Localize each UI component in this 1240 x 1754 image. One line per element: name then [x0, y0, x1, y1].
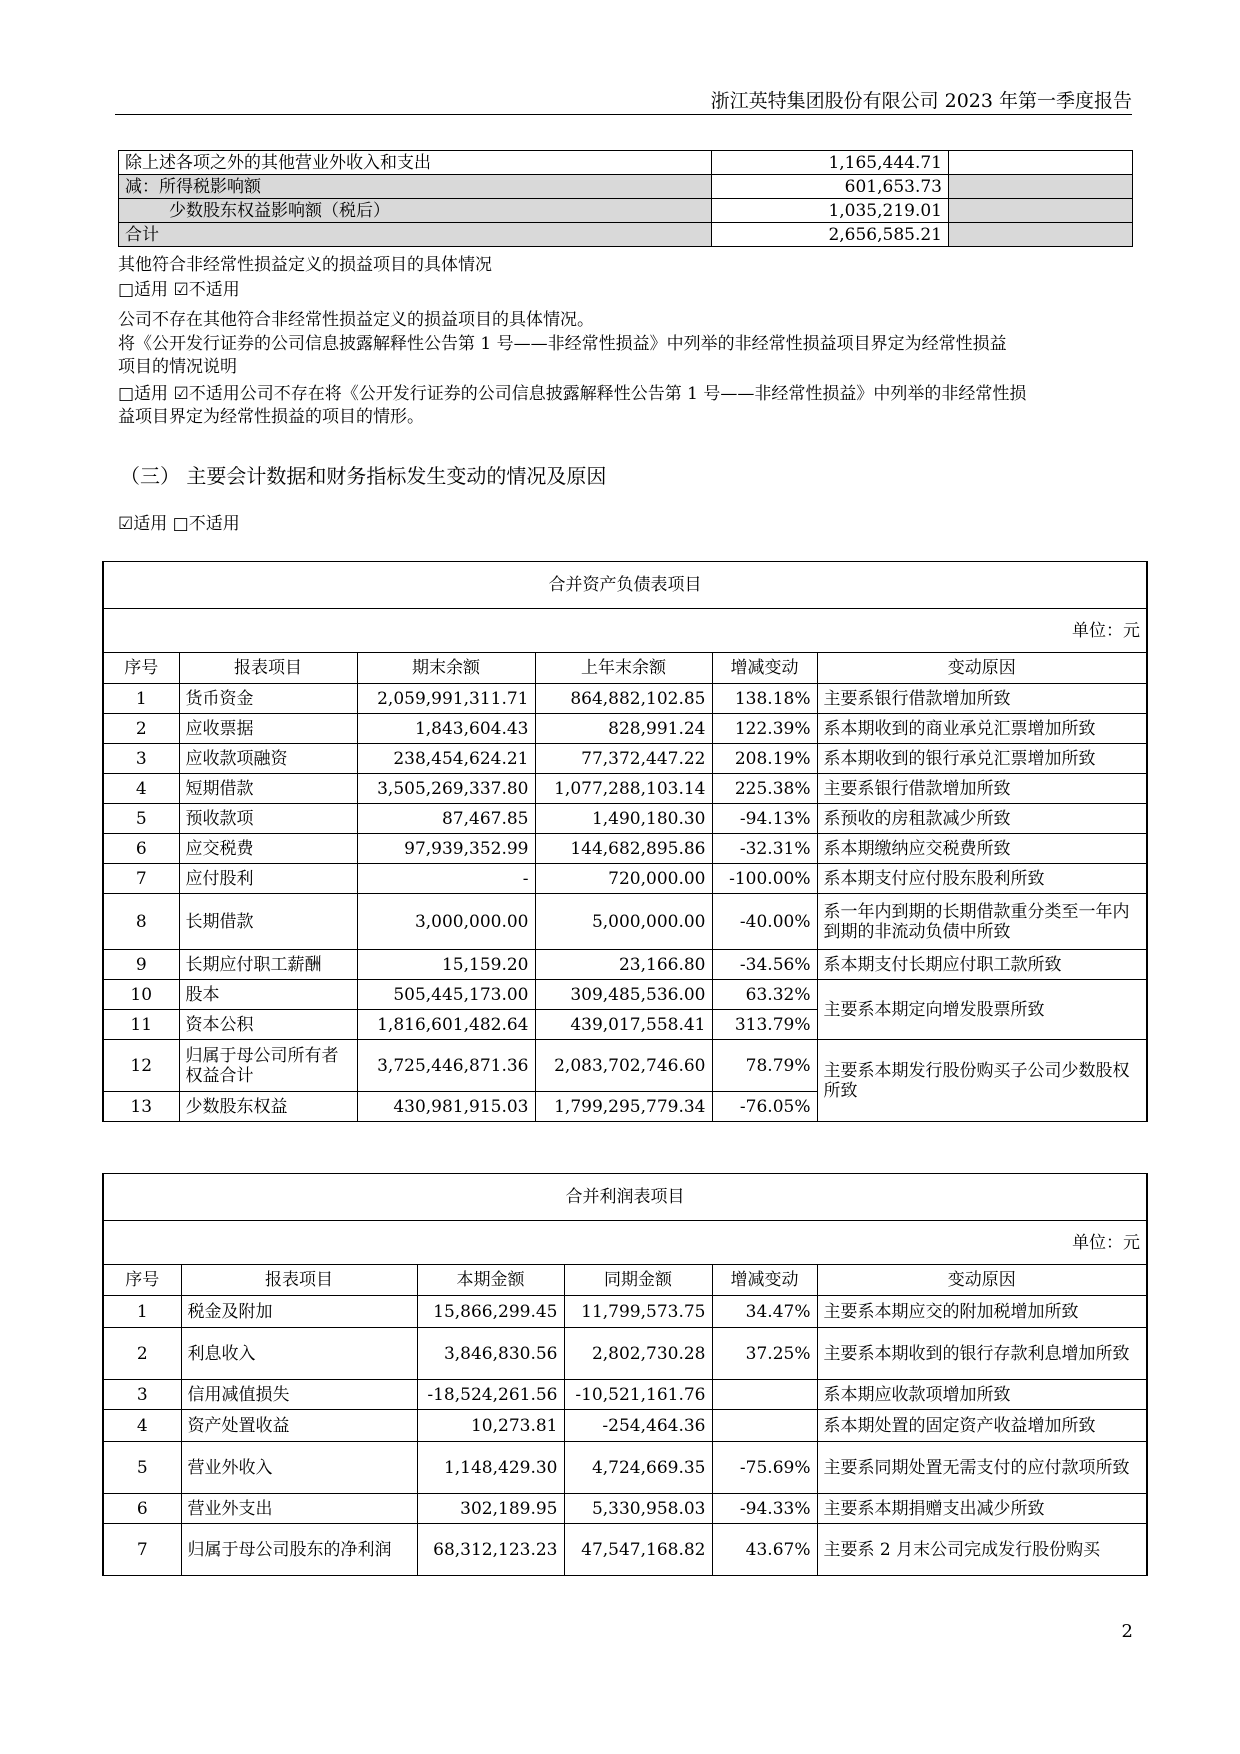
change-percent: 313.79% [712, 1010, 817, 1040]
current-amount: 10,273.81 [417, 1410, 564, 1442]
current-amount: - [357, 864, 535, 894]
prior-amount: 47,547,168.82 [564, 1524, 712, 1576]
change-reason: 系本期缴纳应交税费所致 [817, 834, 1147, 864]
text-line-7: 益项目界定为经常性损益的项目的情形。 [118, 407, 424, 427]
column-header: 变动原因 [817, 653, 1147, 684]
item-name: 归属于母公司股东的净利润 [181, 1524, 417, 1576]
change-reason: 系预收的房租款减少所致 [817, 804, 1147, 834]
column-header: 序号 [103, 1265, 181, 1296]
change-percent: -40.00% [712, 894, 817, 950]
current-amount: 3,505,269,337.80 [357, 774, 535, 804]
table-row [103, 1524, 1147, 1576]
change-percent: 43.67% [712, 1524, 817, 1576]
prior-amount: 2,802,730.28 [564, 1328, 712, 1380]
column-header: 报表项目 [181, 1265, 417, 1296]
prior-amount: -10,521,161.76 [564, 1380, 712, 1410]
item-name: 少数股东权益 [179, 1092, 357, 1122]
change-reason: 主要系本期应交的附加税增加所致 [817, 1296, 1147, 1328]
change-percent: 208.19% [712, 744, 817, 774]
header-rule [115, 114, 1132, 115]
row-label: 合计 [119, 223, 712, 247]
change-reason: 主要系本期收到的银行存款利息增加所致 [817, 1328, 1147, 1380]
change-percent: -100.00% [712, 864, 817, 894]
non-recurring-table [118, 150, 1133, 247]
item-name: 营业外支出 [181, 1494, 417, 1524]
column-header: 同期金额 [564, 1265, 712, 1296]
item-name: 资本公积 [179, 1010, 357, 1040]
change-reason: 主要系 2 月末公司完成发行股份购买 [817, 1524, 1147, 1576]
change-percent [712, 1380, 817, 1410]
change-percent [712, 1410, 817, 1442]
table-row [103, 1442, 1147, 1494]
change-percent: 225.38% [712, 774, 817, 804]
change-reason: 系一年内到期的长期借款重分类至一年内到期的非流动负债中所致 [817, 894, 1147, 950]
table-row [103, 1328, 1147, 1380]
prior-amount: 23,166.80 [535, 950, 712, 980]
row-value: 1,035,219.01 [712, 199, 949, 223]
change-percent: 63.32% [712, 980, 817, 1010]
table-row [103, 834, 1147, 864]
current-amount: -18,524,261.56 [417, 1380, 564, 1410]
column-header: 增减变动 [712, 653, 817, 684]
row-value: 2,656,585.21 [712, 223, 949, 247]
table-title: 合并利润表项目 [103, 1174, 1147, 1221]
row-index: 8 [103, 894, 179, 950]
row-index: 4 [103, 774, 179, 804]
row-index: 6 [103, 1494, 181, 1524]
prior-amount: 720,000.00 [535, 864, 712, 894]
row-label: 除上述各项之外的其他营业外收入和支出 [119, 151, 712, 175]
current-amount: 1,148,429.30 [417, 1442, 564, 1494]
current-amount: 15,866,299.45 [417, 1296, 564, 1328]
change-reason: 主要系本期发行股份购买子公司少数股权所致 [817, 1040, 1147, 1122]
item-name: 税金及附加 [181, 1296, 417, 1328]
unit-label: 单位：元 [103, 1221, 1147, 1265]
row-index: 13 [103, 1092, 179, 1122]
item-name: 信用减值损失 [181, 1380, 417, 1410]
prior-amount: -254,464.36 [564, 1410, 712, 1442]
table-row [103, 684, 1147, 714]
item-name: 应交税费 [179, 834, 357, 864]
row-index: 5 [103, 1442, 181, 1494]
prior-amount: 1,490,180.30 [535, 804, 712, 834]
column-header: 变动原因 [817, 1265, 1147, 1296]
item-name: 应付股利 [179, 864, 357, 894]
table-row [103, 894, 1147, 950]
row-index: 6 [103, 834, 179, 864]
row-index: 7 [103, 864, 179, 894]
page-header: 浙江英特集团股份有限公司 2023 年第一季度报告 [710, 90, 1132, 112]
text-line-4: 将《公开发行证券的公司信息披露解释性公告第 1 号——非经常性损益》中列举的非经常性损益项目界定为经常性损益 [118, 334, 1007, 354]
row-index: 2 [103, 1328, 181, 1380]
row-index: 7 [103, 1524, 181, 1576]
row-index: 4 [103, 1410, 181, 1442]
current-amount: 3,725,446,871.36 [357, 1040, 535, 1092]
change-reason: 系本期支付应付股东股利所致 [817, 864, 1147, 894]
current-amount: 2,059,991,311.71 [357, 684, 535, 714]
change-reason: 系本期应收款项增加所致 [817, 1380, 1147, 1410]
change-percent: -75.69% [712, 1442, 817, 1494]
table-row [103, 1040, 1147, 1092]
table-row [103, 1380, 1147, 1410]
change-percent: 34.47% [712, 1296, 817, 1328]
page-number: 2 [1121, 1621, 1133, 1642]
change-percent: 37.25% [712, 1328, 817, 1380]
current-amount: 3,846,830.56 [417, 1328, 564, 1380]
prior-amount: 77,372,447.22 [535, 744, 712, 774]
table-row [103, 950, 1147, 980]
column-header: 增减变动 [712, 1265, 817, 1296]
text-line-5: 项目的情况说明 [118, 357, 237, 377]
row-empty [949, 151, 1133, 175]
change-reason: 系本期收到的商业承兑汇票增加所致 [817, 714, 1147, 744]
row-label: 减：所得税影响额 [119, 175, 712, 199]
current-amount: 430,981,915.03 [357, 1092, 535, 1122]
prior-amount: 309,485,536.00 [535, 980, 712, 1010]
change-reason: 主要系银行借款增加所致 [817, 774, 1147, 804]
row-index: 12 [103, 1040, 179, 1092]
item-name: 资产处置收益 [181, 1410, 417, 1442]
row-index: 2 [103, 714, 179, 744]
prior-amount: 5,330,958.03 [564, 1494, 712, 1524]
prior-amount: 144,682,895.86 [535, 834, 712, 864]
prior-amount: 864,882,102.85 [535, 684, 712, 714]
table-row [119, 199, 1133, 223]
row-index: 9 [103, 950, 179, 980]
table-row [103, 714, 1147, 744]
column-header: 报表项目 [179, 653, 357, 684]
row-index: 3 [103, 744, 179, 774]
row-label: 少数股东权益影响额（税后） [119, 199, 712, 223]
current-amount: 15,159.20 [357, 950, 535, 980]
item-name: 短期借款 [179, 774, 357, 804]
change-percent: -94.33% [712, 1494, 817, 1524]
item-name: 长期应付职工薪酬 [179, 950, 357, 980]
unit-label: 单位：元 [103, 609, 1147, 653]
item-name: 货币资金 [179, 684, 357, 714]
item-name: 归属于母公司所有者权益合计 [179, 1040, 357, 1092]
table-row [103, 980, 1147, 1010]
text-line-3: 公司不存在其他符合非经常性损益定义的损益项目的具体情况。 [118, 310, 594, 330]
change-percent: -76.05% [712, 1092, 817, 1122]
change-reason: 主要系银行借款增加所致 [817, 684, 1147, 714]
table-row [103, 774, 1147, 804]
column-header: 序号 [103, 653, 179, 684]
item-name: 预收款项 [179, 804, 357, 834]
column-header: 本期金额 [417, 1265, 564, 1296]
table-row [103, 864, 1147, 894]
table-row [103, 804, 1147, 834]
applicable-line-1: □适用 ☑不适用 [118, 280, 240, 300]
change-reason: 主要系本期捐赠支出减少所致 [817, 1494, 1147, 1524]
prior-amount: 2,083,702,746.60 [535, 1040, 712, 1092]
change-percent: -32.31% [712, 834, 817, 864]
prior-amount: 1,799,295,779.34 [535, 1092, 712, 1122]
item-name: 应收票据 [179, 714, 357, 744]
current-amount: 1,816,601,482.64 [357, 1010, 535, 1040]
row-empty [949, 199, 1133, 223]
row-index: 10 [103, 980, 179, 1010]
change-reason: 主要系本期定向增发股票所致 [817, 980, 1147, 1040]
prior-amount: 4,724,669.35 [564, 1442, 712, 1494]
change-percent: 78.79% [712, 1040, 817, 1092]
section-applicable: ☑适用 □不适用 [118, 514, 240, 534]
section-title: （三） 主要会计数据和财务指标发生变动的情况及原因 [120, 464, 607, 488]
table-row [103, 1494, 1147, 1524]
current-amount: 238,454,624.21 [357, 744, 535, 774]
change-reason: 系本期支付长期应付职工款所致 [817, 950, 1147, 980]
prior-amount: 11,799,573.75 [564, 1296, 712, 1328]
table-title: 合并资产负债表项目 [103, 562, 1147, 609]
column-header: 上年末余额 [535, 653, 712, 684]
table-row [103, 1410, 1147, 1442]
row-value: 601,653.73 [712, 175, 949, 199]
item-name: 利息收入 [181, 1328, 417, 1380]
current-amount: 3,000,000.00 [357, 894, 535, 950]
column-header: 期末余额 [357, 653, 535, 684]
item-name: 应收款项融资 [179, 744, 357, 774]
table-row [119, 223, 1133, 247]
text-line-1: 其他符合非经常性损益定义的损益项目的具体情况 [118, 255, 492, 275]
prior-amount: 439,017,558.41 [535, 1010, 712, 1040]
row-index: 1 [103, 1296, 181, 1328]
table-row [119, 175, 1133, 199]
row-empty [949, 223, 1133, 247]
text-line-6: □适用 ☑不适用公司不存在将《公开发行证券的公司信息披露解释性公告第 1 号——非经常性损益》中列举的非经常性损 [118, 384, 1027, 404]
prior-amount: 1,077,288,103.14 [535, 774, 712, 804]
table-row [103, 744, 1147, 774]
prior-amount: 5,000,000.00 [535, 894, 712, 950]
current-amount: 68,312,123.23 [417, 1524, 564, 1576]
row-index: 1 [103, 684, 179, 714]
row-value: 1,165,444.71 [712, 151, 949, 175]
income-statement-table [102, 1173, 1148, 1576]
row-index: 3 [103, 1380, 181, 1410]
row-index: 11 [103, 1010, 179, 1040]
change-reason: 系本期处置的固定资产收益增加所致 [817, 1410, 1147, 1442]
table-row [119, 151, 1133, 175]
item-name: 股本 [179, 980, 357, 1010]
prior-amount: 828,991.24 [535, 714, 712, 744]
current-amount: 97,939,352.99 [357, 834, 535, 864]
change-percent: -94.13% [712, 804, 817, 834]
balance-sheet-table [102, 561, 1148, 1122]
change-percent: 122.39% [712, 714, 817, 744]
change-percent: 138.18% [712, 684, 817, 714]
current-amount: 87,467.85 [357, 804, 535, 834]
current-amount: 1,843,604.43 [357, 714, 535, 744]
change-percent: -34.56% [712, 950, 817, 980]
item-name: 营业外收入 [181, 1442, 417, 1494]
item-name: 长期借款 [179, 894, 357, 950]
table-row [103, 1296, 1147, 1328]
current-amount: 302,189.95 [417, 1494, 564, 1524]
row-empty [949, 175, 1133, 199]
current-amount: 505,445,173.00 [357, 980, 535, 1010]
change-reason: 系本期收到的银行承兑汇票增加所致 [817, 744, 1147, 774]
row-index: 5 [103, 804, 179, 834]
change-reason: 主要系同期处置无需支付的应付款项所致 [817, 1442, 1147, 1494]
